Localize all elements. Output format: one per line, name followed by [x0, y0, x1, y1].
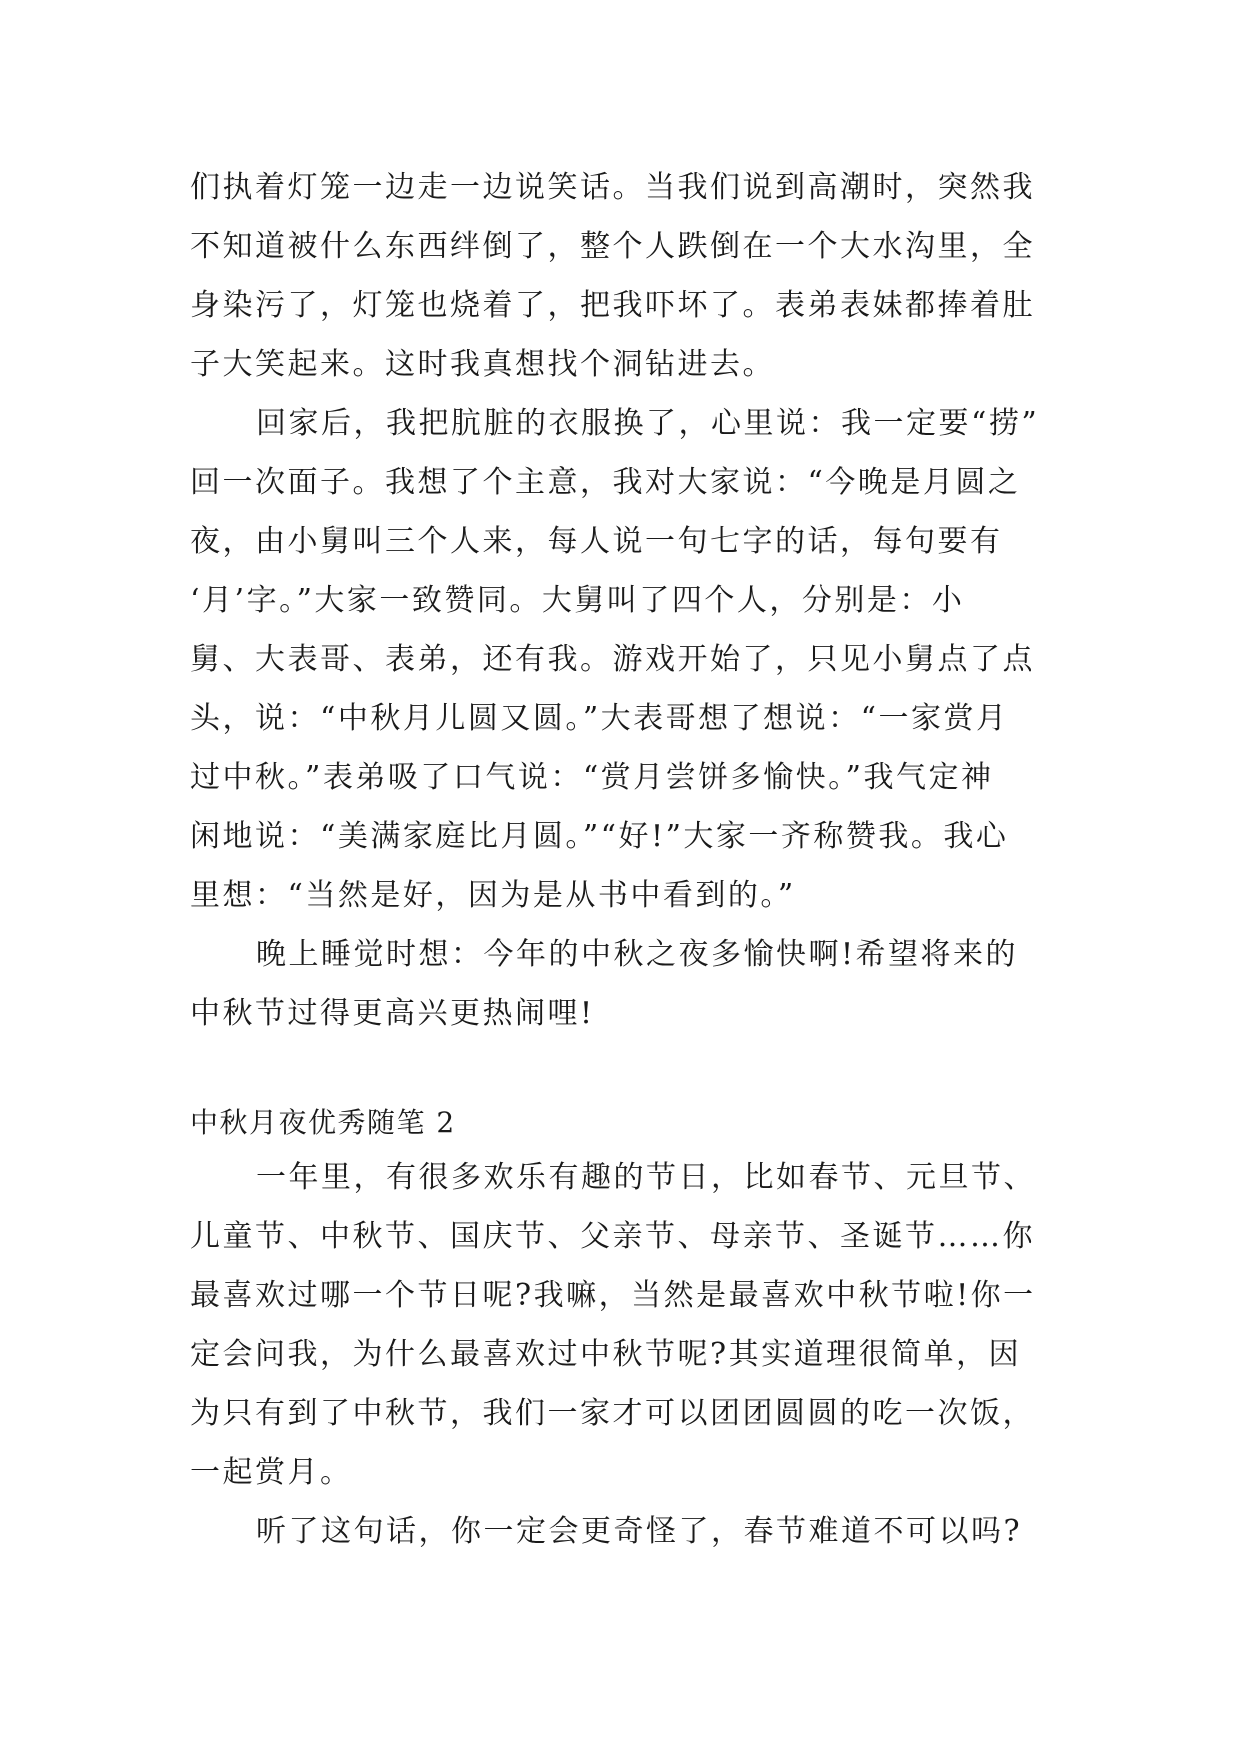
paragraph-line: 不知道被什么东西绊倒了，整个人跌倒在一个大水沟里，全	[190, 229, 1035, 264]
paragraph-line: 为只有到了中秋节，我们一家才可以团团圆圆的吃一次饭，	[190, 1396, 1035, 1431]
paragraph-line: 回一次面子。我想了个主意，我对大家说：“今晚是月圆之	[190, 465, 1021, 500]
paragraph-line: 头，说：“中秋月儿圆又圆。”大表哥想了想说：“一家赏月	[190, 701, 1009, 736]
section-2-title: 中秋月夜优秀随笔 2	[190, 1106, 456, 1139]
paragraph-line: 子大笑起来。这时我真想找个洞钻进去。	[190, 347, 775, 382]
section-1-body	[190, 158, 1060, 1043]
paragraph-line: 儿童节、中秋节、国庆节、父亲节、母亲节、圣诞节……你	[190, 1219, 1035, 1254]
paragraph-line: 闲地说：“美满家庭比月圆。”“好!”大家一齐称赞我。我心	[190, 819, 1009, 854]
paragraph-line: 晚上睡觉时想：今年的中秋之夜多愉快啊!希望将来的	[256, 937, 1019, 972]
paragraph-line: ‘月’字。”大家一致赞同。大舅叫了四个人，分别是：小	[190, 583, 965, 618]
paragraph-line: 里想：“当然是好，因为是从书中看到的。”	[190, 878, 796, 913]
paragraph-line: 中秋节过得更高兴更热闹哩!	[190, 996, 595, 1031]
paragraph-line: 一起赏月。	[190, 1455, 353, 1490]
paragraph-line: 最喜欢过哪一个节日呢?我嘛，当然是最喜欢中秋节啦!你一	[190, 1278, 1036, 1313]
paragraph-line: 舅、大表哥、表弟，还有我。游戏开始了，只见小舅点了点	[190, 642, 1035, 677]
paragraph-line: 定会问我，为什么最喜欢过中秋节呢?其实道理很简单，因	[190, 1337, 1022, 1372]
paragraph-line: 身染污了，灯笼也烧着了，把我吓坏了。表弟表妹都捧着肚	[190, 288, 1035, 323]
paragraph-line: 回家后，我把肮脏的衣服换了，心里说：我一定要“捞”	[256, 406, 1040, 441]
paragraph-line: 一年里，有很多欢乐有趣的节日，比如春节、元旦节、	[256, 1160, 1036, 1195]
paragraph-line: 听了这句话，你一定会更奇怪了，春节难道不可以吗?	[256, 1514, 1023, 1549]
section-2-body	[190, 1148, 1060, 1561]
paragraph-line: 们执着灯笼一边走一边说笑话。当我们说到高潮时，突然我	[190, 170, 1035, 205]
paragraph-line: 夜，由小舅叫三个人来，每人说一句七字的话，每句要有	[190, 524, 1003, 559]
paragraph-line: 过中秋。”表弟吸了口气说：“赏月尝饼多愉快。”我气定神	[190, 760, 994, 795]
